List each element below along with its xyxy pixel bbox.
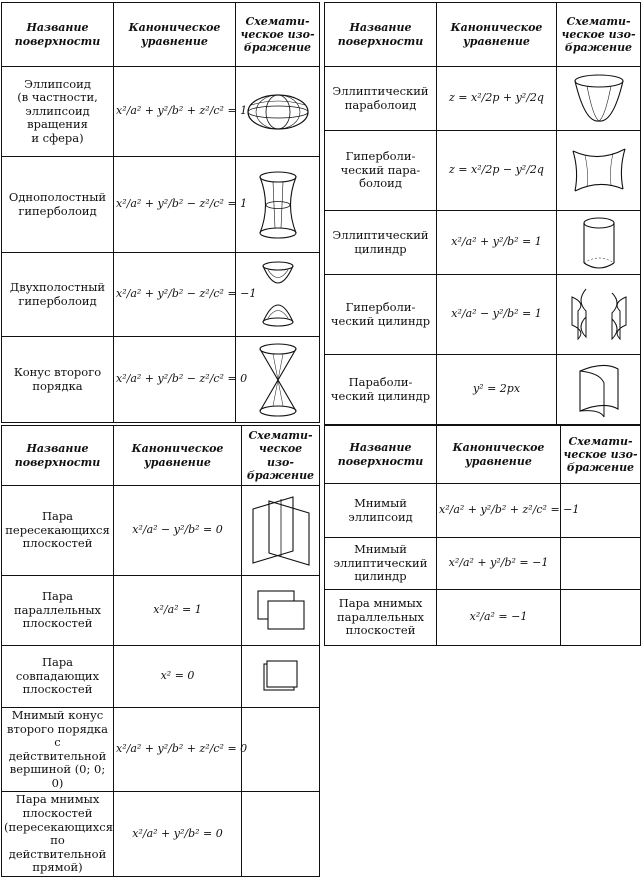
- header-picture: Схемати- ческое изо- бражение: [557, 3, 641, 67]
- elliptic-cylinder-icon: [579, 215, 619, 271]
- surface-name: Конус второго порядка: [2, 337, 114, 423]
- header-equation: Каноническое уравнение: [114, 3, 236, 67]
- cone-icon: [253, 342, 303, 418]
- surface-equation: x²/a² − y²/b² = 1: [437, 275, 557, 355]
- header-equation: Каноническое уравнение: [114, 426, 242, 486]
- header-picture: Схемати- ческое изо- бражение: [242, 426, 320, 486]
- table-degenerate-surfaces: [1, 425, 320, 877]
- surface-equation: x²/a² + y²/b² + z²/c² = 0: [114, 708, 242, 792]
- ellipsoid-icon: [243, 87, 313, 137]
- surface-name: Пара мнимых плоскостей (пересекающихся по действительной прямой): [2, 792, 114, 876]
- empty-picture-cell: [242, 792, 320, 876]
- header-equation: Каноническое уравнение: [437, 3, 557, 67]
- surface-equation: x²/a² + y²/b² + z²/c² = −1: [437, 484, 561, 538]
- surface-equation: x²/a² = −1: [437, 590, 561, 646]
- header-name: Название поверхности: [2, 426, 114, 486]
- surface-equation: y² = 2px: [437, 355, 557, 425]
- surface-equation: x²/a² + y²/b² = 0: [114, 792, 242, 876]
- hyperbolic-cylinder-icon: [564, 285, 634, 345]
- table-central-surfaces: [1, 2, 320, 423]
- surface-equation: x²/a² + y²/b² + z²/c² = 1: [114, 67, 236, 157]
- surface-name: Мнимый эллиптический цилиндр: [325, 538, 437, 590]
- surface-name: Гиперболи- ческий цилиндр: [325, 275, 437, 355]
- surface-name: Параболи- ческий цилиндр: [325, 355, 437, 425]
- header-picture: Схемати- ческое изо- бражение: [561, 426, 641, 484]
- surface-name: Пара совпадающих плоскостей: [2, 646, 114, 708]
- surface-equation: x²/a² + y²/b² − z²/c² = 0: [114, 337, 236, 423]
- surface-equation: x²/a² + y²/b² − z²/c² = 1: [114, 157, 236, 253]
- surface-equation: z = x²/2p + y²/2q: [437, 67, 557, 131]
- surface-name: Пара мнимых параллельных плоскостей: [325, 590, 437, 646]
- surface-name: Пара параллельных плоскостей: [2, 576, 114, 646]
- surface-name: Пара пересекающихся плоскостей: [2, 486, 114, 576]
- surface-name: Двухполостный гиперболоид: [2, 253, 114, 337]
- empty-picture-cell: [561, 538, 641, 590]
- header-name: Название поверхности: [2, 3, 114, 67]
- parallel-planes-icon: [254, 587, 308, 635]
- surface-name: Эллиптический параболоид: [325, 67, 437, 131]
- intersecting-planes-icon: [249, 493, 313, 569]
- surface-equation: z = x²/2p − y²/2q: [437, 131, 557, 211]
- surface-equation: x²/a² + y²/b² = 1: [437, 211, 557, 275]
- surface-equation: x²/a² − y²/b² = 0: [114, 486, 242, 576]
- surface-name: Эллипсоид (в частности, эллипсоид вращения и сфера): [2, 67, 114, 157]
- header-picture: Схемати- ческое изо- бражение: [236, 3, 320, 67]
- surface-name: Однополостный гиперболоид: [2, 157, 114, 253]
- table-imaginary-surfaces: [324, 425, 641, 646]
- surface-equation: x²/a² + y²/b² = −1: [437, 538, 561, 590]
- one-sheet-hyperboloid-icon: [253, 170, 303, 240]
- parabolic-cylinder-icon: [574, 359, 624, 421]
- header-name: Название поверхности: [325, 426, 437, 484]
- hyperbolic-paraboloid-icon: [567, 143, 631, 199]
- surface-name: Эллиптический цилиндр: [325, 211, 437, 275]
- coincident-planes-icon: [260, 658, 302, 696]
- header-name: Название поверхности: [325, 3, 437, 67]
- surface-name: Мнимый эллипсоид: [325, 484, 437, 538]
- header-equation: Каноническое уравнение: [437, 426, 561, 484]
- surface-equation: x²/a² + y²/b² − z²/c² = −1: [114, 253, 236, 337]
- surface-equation: x² = 0: [114, 646, 242, 708]
- table-paraboloids-cylinders: [324, 2, 641, 425]
- empty-picture-cell: [561, 590, 641, 646]
- surface-name: Мнимый конус второго порядка с действительной вершиной (0; 0; 0): [2, 708, 114, 792]
- two-sheet-hyperboloid-icon: [253, 260, 303, 330]
- empty-picture-cell: [242, 708, 320, 792]
- surface-name: Гиперболи- ческий пара- болоид: [325, 131, 437, 211]
- elliptic-paraboloid-icon: [571, 73, 627, 125]
- surface-equation: x²/a² = 1: [114, 576, 242, 646]
